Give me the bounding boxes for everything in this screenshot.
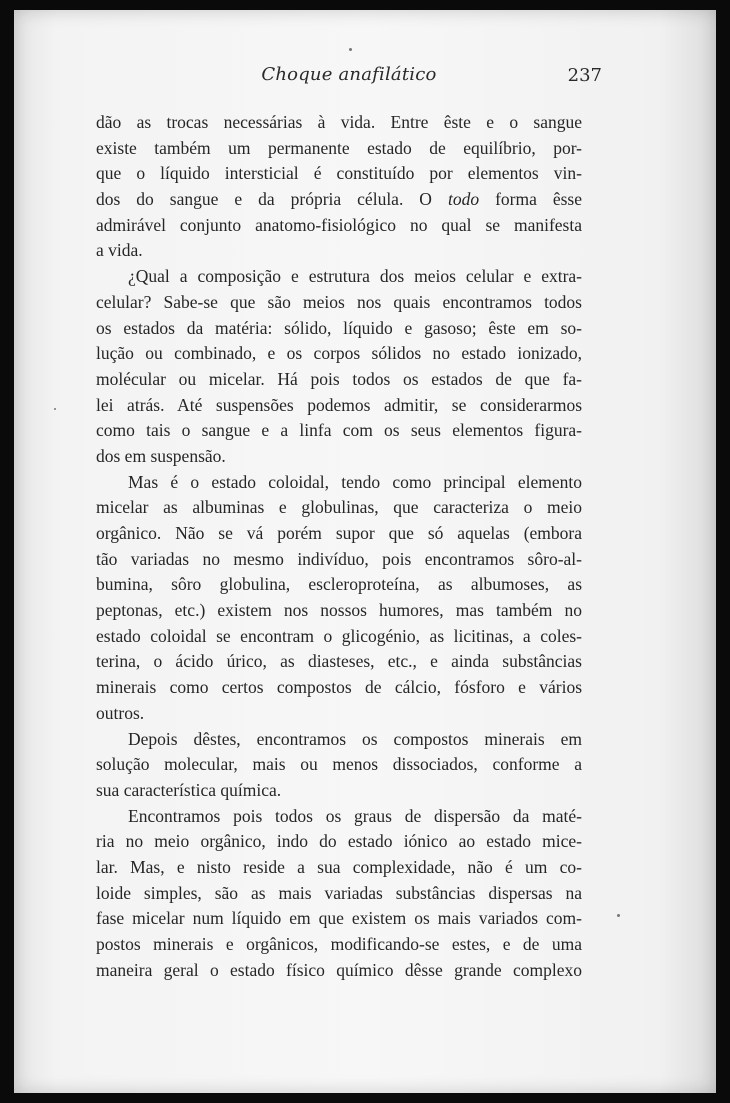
paper-speck [617, 914, 620, 917]
text-line: estado coloidal se encontram o glicogénio, as licitinas, a coles- [96, 625, 582, 646]
text-line: loide simples, são as mais variadas substâncias dispersas na [96, 882, 582, 903]
text-line: sua característica química. [96, 779, 282, 800]
text-line: peptonas, etc.) existem nos nossos humores, mas também no [96, 600, 582, 621]
text-line: terina, o ácido úrico, as diasteses, etc., e ainda substâncias [96, 651, 582, 672]
text-line: existe também um permanente estado de equilíbrio, por- [96, 137, 582, 158]
paragraph [96, 727, 582, 804]
text-line: lução ou combinado, e os corpos sólidos no estado ionizado, [96, 343, 582, 364]
text-line: a vida. [96, 240, 143, 261]
text-line: Mas é o estado coloidal, tendo como principal elemento [128, 471, 582, 492]
running-title: Choque anafilático [261, 64, 437, 85]
paper-speck [54, 408, 56, 410]
page-header [96, 64, 602, 90]
paragraph [96, 470, 582, 727]
text-line: molécular ou micelar. Há pois todos os estados de que fa- [96, 368, 582, 389]
paper-speck [349, 48, 352, 51]
text-line: fase micelar num líquido em que existem os mais variados com- [96, 908, 582, 929]
paragraph [96, 804, 582, 984]
paragraph [96, 264, 582, 470]
text-line: minerais como certos compostos de cálcio, fósforo e vários [96, 677, 582, 698]
text-line: Encontramos pois todos os graus de dispersão da maté- [128, 805, 582, 826]
paragraph [96, 110, 582, 264]
text-line: celular? Sabe-se que são meios nos quais encontramos todos [96, 291, 582, 312]
text-line: Depois dêstes, encontramos os compostos minerais em [128, 728, 582, 749]
text-line: dos do sangue e da própria célula. O todo forma êsse [96, 189, 582, 210]
text-line: que o líquido intersticial é constituído por elementos vin- [96, 163, 582, 184]
text-line: outros. [96, 702, 145, 723]
text-line: postos minerais e orgânicos, modificando-se estes, e de uma [96, 934, 582, 954]
body-text [96, 110, 582, 983]
text-line: dão as trocas necessárias à vida. Entre êste e o sangue [96, 112, 582, 132]
text-line: lar. Mas, e nisto reside a sua complexidade, não é um co- [96, 856, 582, 877]
text-line: orgânico. Não se vá porém supor que só aquelas (embora [96, 523, 582, 543]
page-number: 237 [567, 65, 602, 86]
text-line: admirável conjunto anatomo-fisiológico no qual se manifesta [96, 214, 582, 235]
text-line: como tais o sangue e a linfa com os seus elementos figura- [96, 420, 582, 441]
text-line: solução molecular, mais ou menos dissociados, conforme a [96, 754, 582, 775]
text-line: ria no meio orgânico, indo do estado iónico ao estado mice- [96, 831, 582, 852]
text-line: micelar as albuminas e globulinas, que caracteriza o meio [96, 497, 582, 518]
text-line: os estados da matéria: sólido, líquido e gasoso; êste em so- [96, 317, 582, 338]
text-line: tão variadas no mesmo indivíduo, pois encontramos sôro-al- [96, 548, 582, 569]
text-line: dos em suspensão. [96, 445, 226, 466]
text-line: ¿Qual a composição e estrutura dos meios celular e extra- [128, 266, 582, 287]
text-line: maneira geral o estado físico químico dêsse grande complexo [96, 959, 582, 980]
text-line: lei atrás. Até suspensões podemos admitir, se considerarmos [96, 394, 582, 415]
text-line: bumina, sôro globulina, escleroproteína, as albumoses, as [96, 574, 582, 595]
